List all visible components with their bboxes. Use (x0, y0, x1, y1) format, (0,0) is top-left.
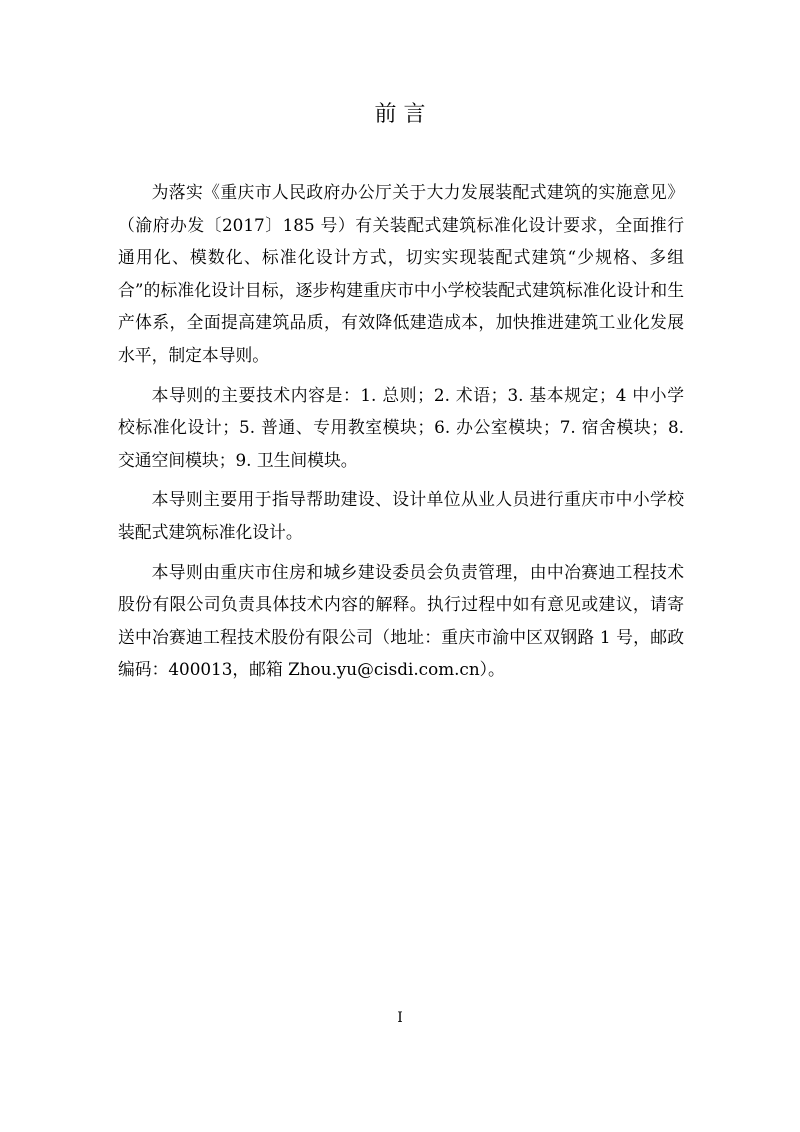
page-title: 前 言 (374, 102, 426, 127)
paragraph-3: 本导则主要用于指导帮助建设、设计单位从业人员进行重庆市中小学校装配式建筑标准化设计。 (118, 489, 684, 542)
page-number: I (397, 1010, 403, 1026)
preface-body (118, 176, 684, 693)
paragraph-1: 为落实《重庆市人民政府办公厅关于大力发展装配式建筑的实施意见》（渝府办发〔2017〕185 号）有关装配式建筑标准化设计要求，全面推行通用化、模数化、标准化设计方式，切实实现装配式建筑“少规格、多组合”的标准化设计目标，逐步构建重庆市中小学校装配式建筑标准化设计和生产体系，全面提高建筑品质，有效降低建造成本，加快推进建筑工业化发展水平，制定本导则。 (118, 182, 684, 365)
paragraph-4: 本导则由重庆市住房和城乡建设委员会负责管理，由中冶赛迪工程技术股份有限公司负责具体技术内容的解释。执行过程中如有意见或建议，请寄送中冶赛迪工程技术股份有限公司（地址：重庆市渝中区双钢路 1 号，邮政编码：400013，邮箱 Zhou.yu@cisdi.com.cn）。 (118, 561, 684, 680)
paragraph-2: 本导则的主要技术内容是：1. 总则；2. 术语；3. 基本规定；4 中小学校标准化设计；5. 普通、专用教室模块；6. 办公室模块；7. 宿舍模块；8. 交通空间模块；9. 卫生间模块。 (118, 384, 684, 470)
